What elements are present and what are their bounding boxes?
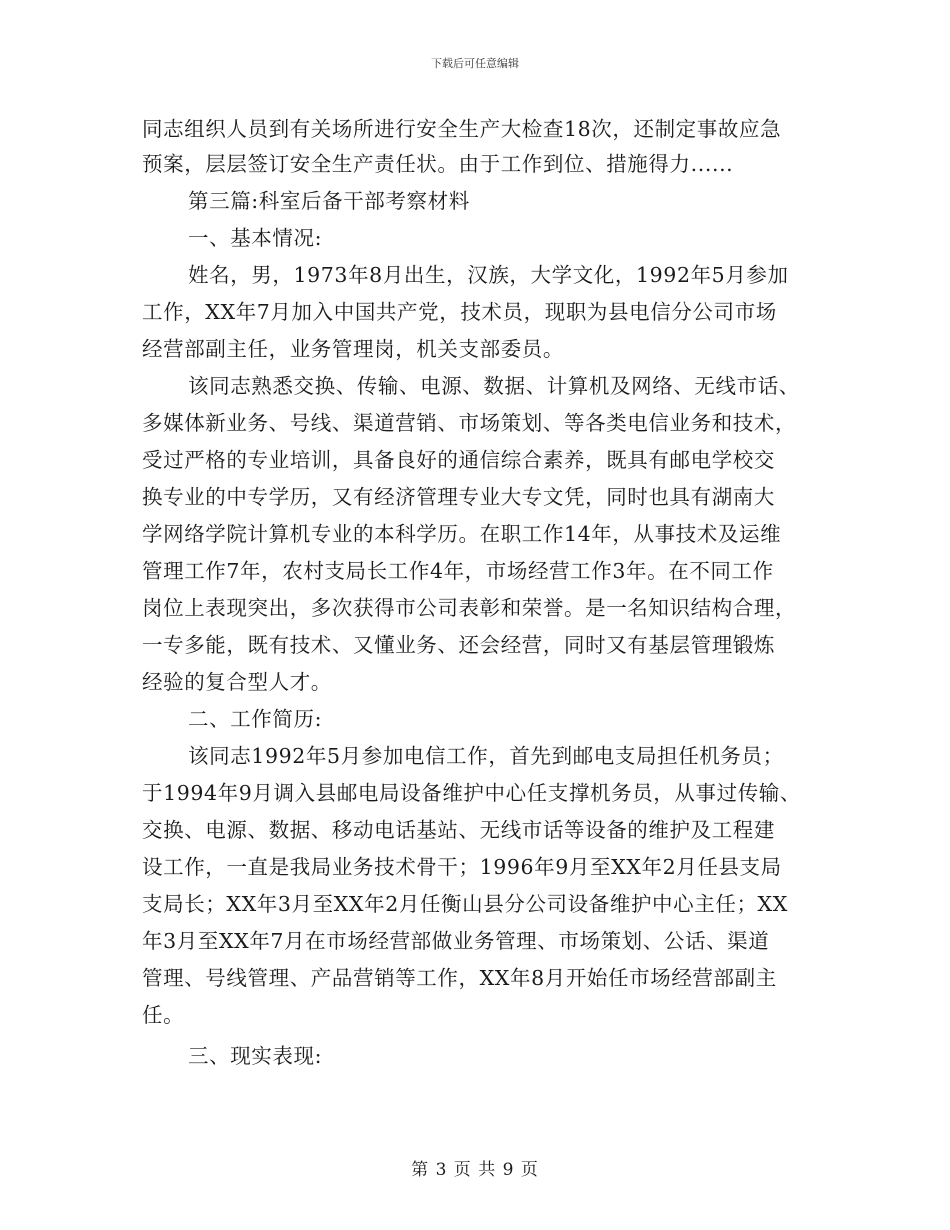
text-line: 经验的复合型人才。 [142,670,332,694]
text-line: 岗位上表现突出，多次获得市公司表彰和荣誉。是一名知识结构合理， [142,596,797,620]
text-line: 预案，层层签订安全生产责任状。由于工作到位、措施得力...... [142,152,734,176]
text-line: 设工作，一直是我局业务技术骨干；1996年9月至XX年2月任县支局 [142,855,782,879]
text-line: 任。 [142,1003,185,1027]
section-heading: 一、基本情况: [188,226,323,250]
text-line: 管理、号线管理、产品营销等工作，XX年8月开始任市场经营部副主 [142,966,777,990]
text-line: 管理工作7年，农村支局长工作4年，市场经营工作3年。在不同工作 [142,559,774,583]
text-line: 学网络学院计算机专业的本科学历。在职工作14年，从事技术及运维 [142,522,782,546]
page-header: 下载后可任意编辑 [431,57,519,70]
text-line: 经营部副主任，业务管理岗，机关支部委员。 [142,337,564,361]
section-heading: 二、工作简历: [188,707,323,731]
text-line: 多媒体新业务、号线、渠道营销、市场策划、等各类电信业务和技术， [142,411,797,435]
section-heading: 三、现实表现: [188,1044,323,1068]
text-line: 换专业的中专学历，又有经济管理专业大专文凭，同时也具有湖南大 [142,485,775,509]
text-line: 支局长；XX年3月至XX年2月任衡山县分公司设备维护中心主任；XX [142,892,788,916]
text-line: 年3月至XX年7月在市场经营部做业务管理、市场策划、公话、渠道 [142,929,770,953]
text-line: 交换、电源、数据、移动电话基站、无线市话等设备的维护及工程建 [142,818,775,842]
text-line: 工作，XX年7月加入中国共产党，技术员，现职为县电信分公司市场 [142,300,777,324]
text-line: 同志组织人员到有关场所进行安全生产大检查18次，还制定事故应急 [142,117,782,141]
text-line: 于1994年9月调入县邮电局设备维护中心任支撑机务员，从事过传输、 [142,781,802,805]
text-line: 受过严格的专业培训，具备良好的通信综合素养，既具有邮电学校交 [142,448,775,472]
text-line: 该同志熟悉交换、传输、电源、数据、计算机及网络、无线市话、 [188,374,800,398]
page-number-footer: 第 3 页 共 9 页 [411,1160,539,1180]
text-line: 姓名，男，1973年8月出生，汉族，大学文化，1992年5月参加 [188,263,789,287]
text-line: 该同志1992年5月参加电信工作，首先到邮电支局担任机务员； [188,744,784,768]
text-line: 一专多能，既有技术、又懂业务、还会经营，同时又有基层管理锻炼 [142,633,775,657]
section-title: 第三篇:科室后备干部考察材料 [188,189,470,213]
